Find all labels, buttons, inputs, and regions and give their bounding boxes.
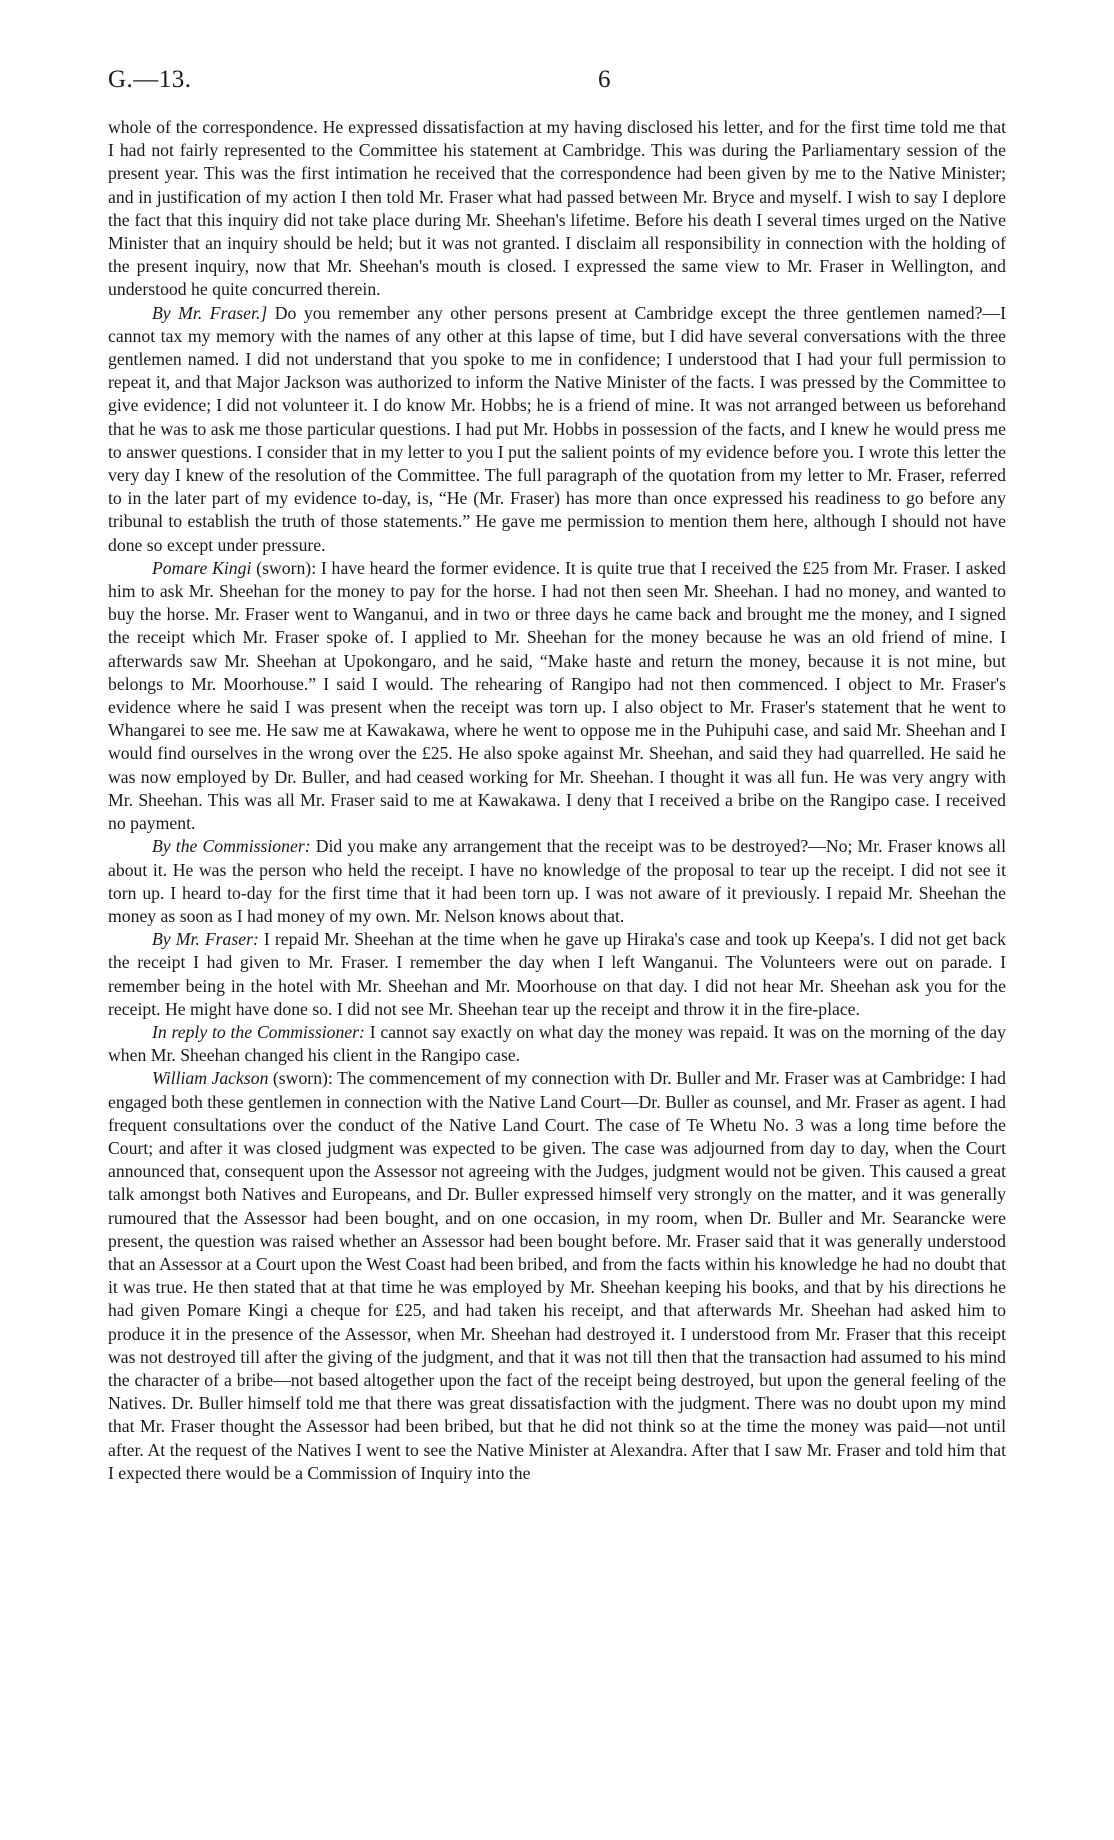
paragraph-text: Do you remember any other persons present at Cambridge except the three gentlemen named?—I cannot tax my memory with the names of any other at this lapse of time, but I did have several conversations with the three gentlemen named. I did not understand that you spoke to me in confidence; I understood that I had your full permission to repeat it, and that Major Jackson was authorized to inform the Native Minister of the facts. I was pressed by the Committee to give evidence; I did not volunteer it. I do know Mr. Hobbs; he is a friend of mine. It was not arranged between us beforehand that he was to ask me those particular questions. I had put Mr. Hobbs in possession of the facts, and I knew he would press me to answer questions. I consider that in my letter to you I put the salient points of my evidence before you. I wrote this letter the very day I knew of the resolution of the Committee. The full paragraph of the quotation from my letter to Mr. Fraser, referred to in the later part of my evidence to-day, is, “He (Mr. Fraser) has more than once expressed his readiness to go before any tribunal to establish the truth of those statements.” He gave me permission to mention them here, although I should not have done so except under pressure. [108, 302, 1007, 555]
speaker-lead: By the Commissioner: [152, 836, 311, 857]
speaker-lead: By Mr. Fraser: [152, 929, 259, 950]
page-number: 6 [598, 66, 611, 93]
page-header [108, 66, 1008, 106]
paragraph [108, 557, 1006, 835]
speaker-lead: Pomare Kingi [152, 557, 252, 578]
paragraph [108, 116, 1006, 302]
paragraph [108, 928, 1006, 1021]
paragraph [108, 835, 1006, 928]
document-reference: G.—13. [108, 66, 192, 93]
speaker-lead: William Jackson [152, 1068, 269, 1089]
paragraph-text: (sworn): I have heard the former evidence. It is quite true that I received the £25 from Mr. Fraser. I asked him to ask Mr. Sheehan for the money to pay for the horse. I had not then seen Mr. Sheehan. I had no money, and wanted to buy the horse. Mr. Fraser went to Wanganui, and in two or three days he came back and brought me the money, and I signed the receipt which Mr. Fraser spoke of. I applied to Mr. Sheehan for the money because he was an old friend of mine. I afterwards saw Mr. Sheehan at Upokongaro, and he said, “Make haste and return the money, because it is not mine, but belongs to Mr. Moorhouse.” I said I would. The rehearing of Rangipo had not then commenced. I object to Mr. Fraser's evidence where he said I was present when the receipt was torn up. I also object to Mr. Fraser's statement that he went to Whangarei to see me. He saw me at Kawakawa, where he went to oppose me in the Puhipuhi case, and said Mr. Sheehan and I would find ourselves in the wrong over the £25. He also spoke against Mr. Sheehan, and said they had quarrelled. He said he was now employed by Dr. Buller, and had ceased working for Mr. Sheehan. I thought it was all fun. He was very angry with Mr. Sheehan. This was all Mr. Fraser said to me at Kawakawa. I deny that I received a bribe on the Rangipo case. I received no payment. [108, 557, 1007, 834]
paragraph-text: I cannot say exactly on what day the money was repaid. It was on the morning of the day when Mr. Sheehan changed his client in the Rangipo case. [108, 1021, 1006, 1066]
speaker-lead: By Mr. Fraser.] [152, 302, 268, 323]
paragraph [108, 1021, 1006, 1067]
paragraph [108, 302, 1006, 557]
paragraph-text: I repaid Mr. Sheehan at the time when he gave up Hiraka's case and took up Keepa's. I did not get back the receipt I had given to Mr. Fraser. I remember the day when I left Wanganui. The Volunteers were out on parade. I remember being in the hotel with Mr. Sheehan and Mr. Moorhouse on that day. I did not hear Mr. Sheehan ask you for the receipt. He might have done so. I did not see Mr. Sheehan tear up the receipt and throw it in the fire-place. [108, 929, 1006, 1019]
speaker-lead: In reply to the Commissioner: [152, 1021, 365, 1042]
paragraph-text: Did you make any arrangement that the receipt was to be destroyed?—No; Mr. Fraser knows all about it. He was the person who held the receipt. I have no knowledge of the proposal to tear up the receipt. I did not see it torn up. I heard to-day for the first time that it had been torn up. I was not aware of it previously. I repaid Mr. Sheehan the money as soon as I had money of my own. Mr. Nelson knows about that. [108, 836, 1006, 926]
document-body [108, 116, 1006, 1485]
paragraph-text: (sworn): The commencement of my connection with Dr. Buller and Mr. Fraser was at Cambridge: I had engaged both these gentlemen in connection with the Native Land Court—Dr. Buller as counsel, and Mr. Fraser as agent. I had frequent consultations over the conduct of the Native Land Court. The case of Te Whetu No. 3 was a long time before the Court; and after it was closed judgment was expected to be given. The case was adjourned from day to day, when the Court announced that, consequent upon the Assessor not agreeing with the Judges, judgment would not be given. This caused a great talk amongst both Natives and Europeans, and Dr. Buller expressed himself very strongly on the matter, and it was generally rumoured that the Assessor had been bought, and on one occasion, in my room, when Dr. Buller and Mr. Searancke were present, the question was raised whether an Assessor had been bought before. Mr. Fraser said that it was generally understood that an Assessor at a Court upon the West Coast had been bribed, and from the facts within his knowledge he had no doubt that it was true. He then stated that at that time he was employed by Mr. Sheehan keeping his books, and that by his directions he had given Pomare Kingi a cheque for £25, and had taken his receipt, and that afterwards Mr. Sheehan had asked him to produce it in the presence of the Assessor, when Mr. Sheehan had destroyed it. I understood from Mr. Fraser that this receipt was not destroyed till after the giving of the judgment, and that it was not till then that the transaction had assumed to his mind the character of a bribe—not based altogether upon the fact of the receipt being destroyed, but upon the general feeling of the Natives. Dr. Buller himself told me that there was great dissatisfaction with the judgment. There was no doubt upon my mind that Mr. Fraser thought the Assessor had been bribed, but that he did not think so at the time the money was paid—not until after. At the request of the Natives I went to see the Native Minister at Alexandra. After that I saw Mr. Fraser and told him that I expected there would be a Commission of Inquiry into the [108, 1068, 1006, 1483]
paragraph [108, 1067, 1006, 1485]
paragraph-text: whole of the correspondence. He expressed dissatisfaction at my having disclosed his letter, and for the first time told me that I had not fairly represented to the Committee his statement at Cambridge. This was during the Parliamentary session of the present year. This was the first intimation he received that the correspondence had been given by me to the Native Minister; and in justification of my action I then told Mr. Fraser what had passed between Mr. Bryce and myself. I wish to say I deplore the fact that this inquiry did not take place during Mr. Sheehan's lifetime. Before his death I several times urged on the Native Minister that an inquiry should be held; but it was not granted. I disclaim all responsibility in connection with the holding of the present inquiry, now that Mr. Sheehan's mouth is closed. I expressed the same view to Mr. Fraser in Wellington, and understood he quite concurred therein. [108, 117, 1006, 300]
